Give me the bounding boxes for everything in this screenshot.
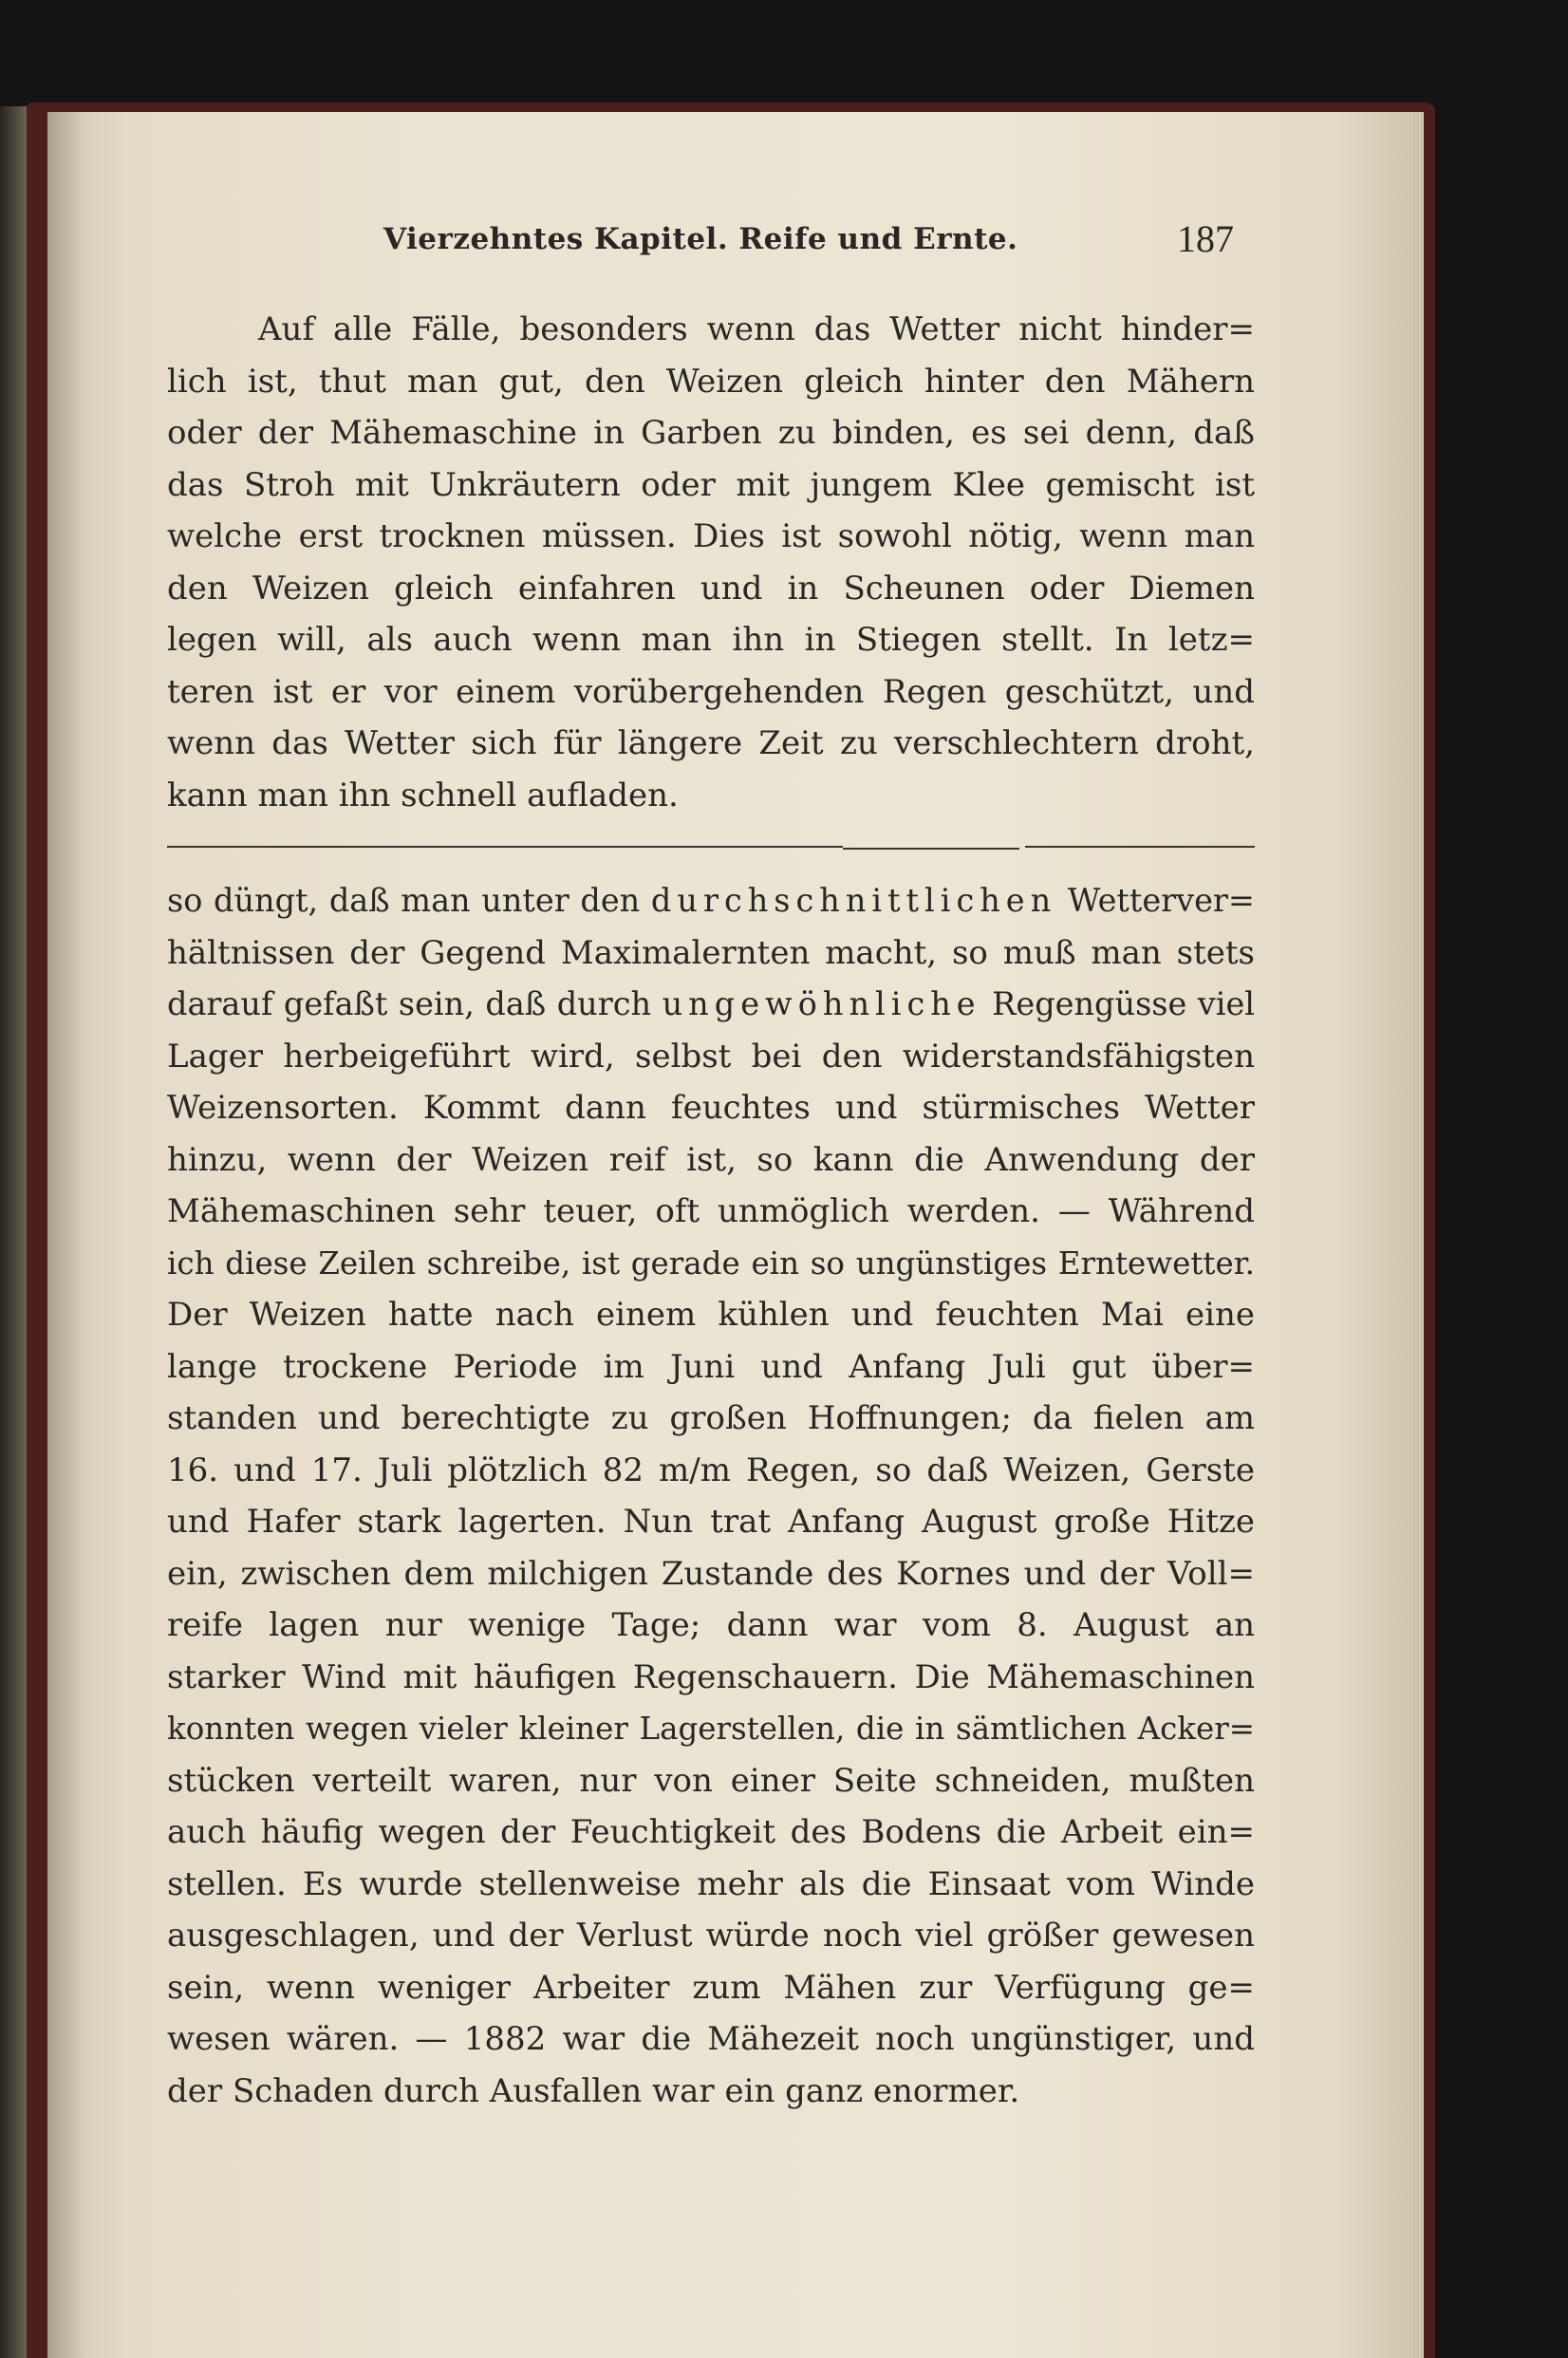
text-segment: wesen wären. — 1882 war die Mähezeit noch ungünstiger, und <box>167 2020 1255 2058</box>
text-line <box>167 1755 1255 1807</box>
text-segment: konnten wegen vieler kleiner Lagerstellen, die in sämtlichen Acker= <box>167 1711 1255 1747</box>
text-segment: ausgeschlagen, und der Verlust würde noch viel größer gewesen <box>167 1917 1255 1955</box>
text-line <box>167 1806 1255 1859</box>
text-line <box>167 1445 1255 1497</box>
text-line <box>167 979 1255 1031</box>
text-segment: auch häufig wegen der Feuchtigkeit des Bodens die Arbeit ein= <box>167 1813 1255 1851</box>
text-line <box>167 1548 1255 1600</box>
text-segment: Weizensorten. Kommt dann feuchtes und stürmisches Wetter <box>167 1089 1255 1127</box>
text-segment: und Hafer stark lagerten. Nun trat Anfang August große Hitze <box>167 1503 1255 1541</box>
text-segment: Wetterver= <box>1056 882 1255 919</box>
text-segment: Regengüsse viel <box>980 985 1255 1022</box>
page-number: 187 <box>1177 217 1234 260</box>
text-segment: hinzu, wenn der Weizen reif ist, so kann die Anwendung der <box>167 1140 1255 1179</box>
text-line <box>167 1393 1255 1445</box>
text-line <box>167 1496 1255 1548</box>
text-segment: standen und berechtigte zu großen Hoffnungen; da fielen am <box>167 1399 1255 1437</box>
text-line: welche erst trocknen müssen. Dies ist sowohl nötig, wenn man <box>167 517 1255 555</box>
text-line <box>167 1238 1255 1290</box>
text-line: Auf alle Fälle, besonders wenn das Wetter nicht hinder= <box>258 310 1255 348</box>
text-segment: Lager herbeigeführt wird, selbst bei den widerstandsfähigsten <box>167 1037 1255 1076</box>
text-line: das Stroh mit Unkräutern oder mit jungem Klee gemischt ist <box>167 465 1255 504</box>
text-line: kann man ihn schnell aufladen. <box>167 776 679 814</box>
text-line: oder der Mähemaschine in Garben zu binden, es sei denn, daß <box>167 414 1255 452</box>
text-segment: so düngt, daß man unter den <box>167 882 651 919</box>
text-segment: stücken verteilt waren, nur von einer Seite schneiden, mußten <box>167 1761 1255 1800</box>
text-segment: ich diese Zeilen schreibe, ist gerade ein so ungünstiges Erntewetter. <box>167 1244 1255 1282</box>
text-line: wenn das Wetter sich für längere Zeit zu verschlechtern droht, <box>167 724 1255 762</box>
text-line <box>167 1031 1255 1083</box>
footnote-divider <box>843 848 1019 850</box>
text-line <box>167 1962 1255 2014</box>
emphasized-text: durchschnittlichen <box>650 882 1057 919</box>
page-header <box>0 216 1568 273</box>
footnote-divider <box>1025 846 1255 848</box>
text-line <box>167 1859 1255 1911</box>
text-line <box>167 1652 1255 1704</box>
text-line <box>167 875 1255 927</box>
text-line <box>167 927 1255 980</box>
text-line: lich ist, thut man gut, den Weizen gleich hinter den Mähern <box>167 362 1255 401</box>
text-segment: starker Wind mit häufigen Regenschauern. Die Mähemaschinen <box>167 1657 1255 1696</box>
text-line <box>167 1082 1255 1134</box>
text-segment: 16. und 17. Juli plötzlich 82 m/m Regen, so daß Weizen, Gerste <box>167 1450 1255 1489</box>
text-line <box>167 1600 1255 1652</box>
text-line <box>167 1186 1255 1238</box>
text-segment: lange trockene Periode im Juni und Anfang Juli gut über= <box>167 1347 1255 1386</box>
text-line <box>167 1703 1255 1755</box>
text-segment: darauf gefaßt sein, daß durch <box>167 985 663 1022</box>
running-head: Vierzehntes Kapitel. Reife und Ernte. <box>383 222 1018 256</box>
text-line: legen will, als auch wenn man ihn in Stiegen stellt. In letz= <box>167 621 1255 659</box>
text-segment: der Schaden durch Ausfallen war ein ganz enormer. <box>167 2071 1020 2110</box>
text-line <box>167 1341 1255 1394</box>
gutter-shadow <box>47 112 85 2358</box>
footnote-continuation <box>167 875 1255 2117</box>
text-line <box>167 1289 1255 1341</box>
text-segment: reife lagen nur wenige Tage; dann war vom 8. August an <box>167 1606 1255 1644</box>
page-block-edge <box>1410 112 1424 2358</box>
text-line <box>167 2013 1255 2066</box>
text-line <box>167 2066 1255 2118</box>
text-segment: sein, wenn weniger Arbeiter zum Mähen zur Verfügung ge= <box>167 1968 1255 2007</box>
footnote-divider <box>167 846 843 848</box>
text-segment: Der Weizen hatte nach einem kühlen und feuchten Mai eine <box>167 1296 1255 1334</box>
text-segment: hältnissen der Gegend Maximalernten macht, so muß man stets <box>167 933 1255 972</box>
text-segment: ein, zwischen dem milchigen Zustande des Kornes und der Voll= <box>167 1554 1255 1593</box>
text-segment: Mähemaschinen sehr teuer, oft unmöglich werden. — Während <box>167 1192 1255 1230</box>
text-line <box>167 1134 1255 1187</box>
text-line <box>167 1910 1255 1962</box>
text-line: den Weizen gleich einfahren und in Scheunen oder Diemen <box>167 569 1255 608</box>
main-paragraph <box>167 304 1255 821</box>
text-segment: stellen. Es wurde stellenweise mehr als die Einsaat vom Winde <box>167 1864 1255 1903</box>
text-line: teren ist er vor einem vorübergehenden Regen geschützt, und <box>167 672 1255 711</box>
emphasized-text: ungewöhnliche <box>662 985 981 1022</box>
